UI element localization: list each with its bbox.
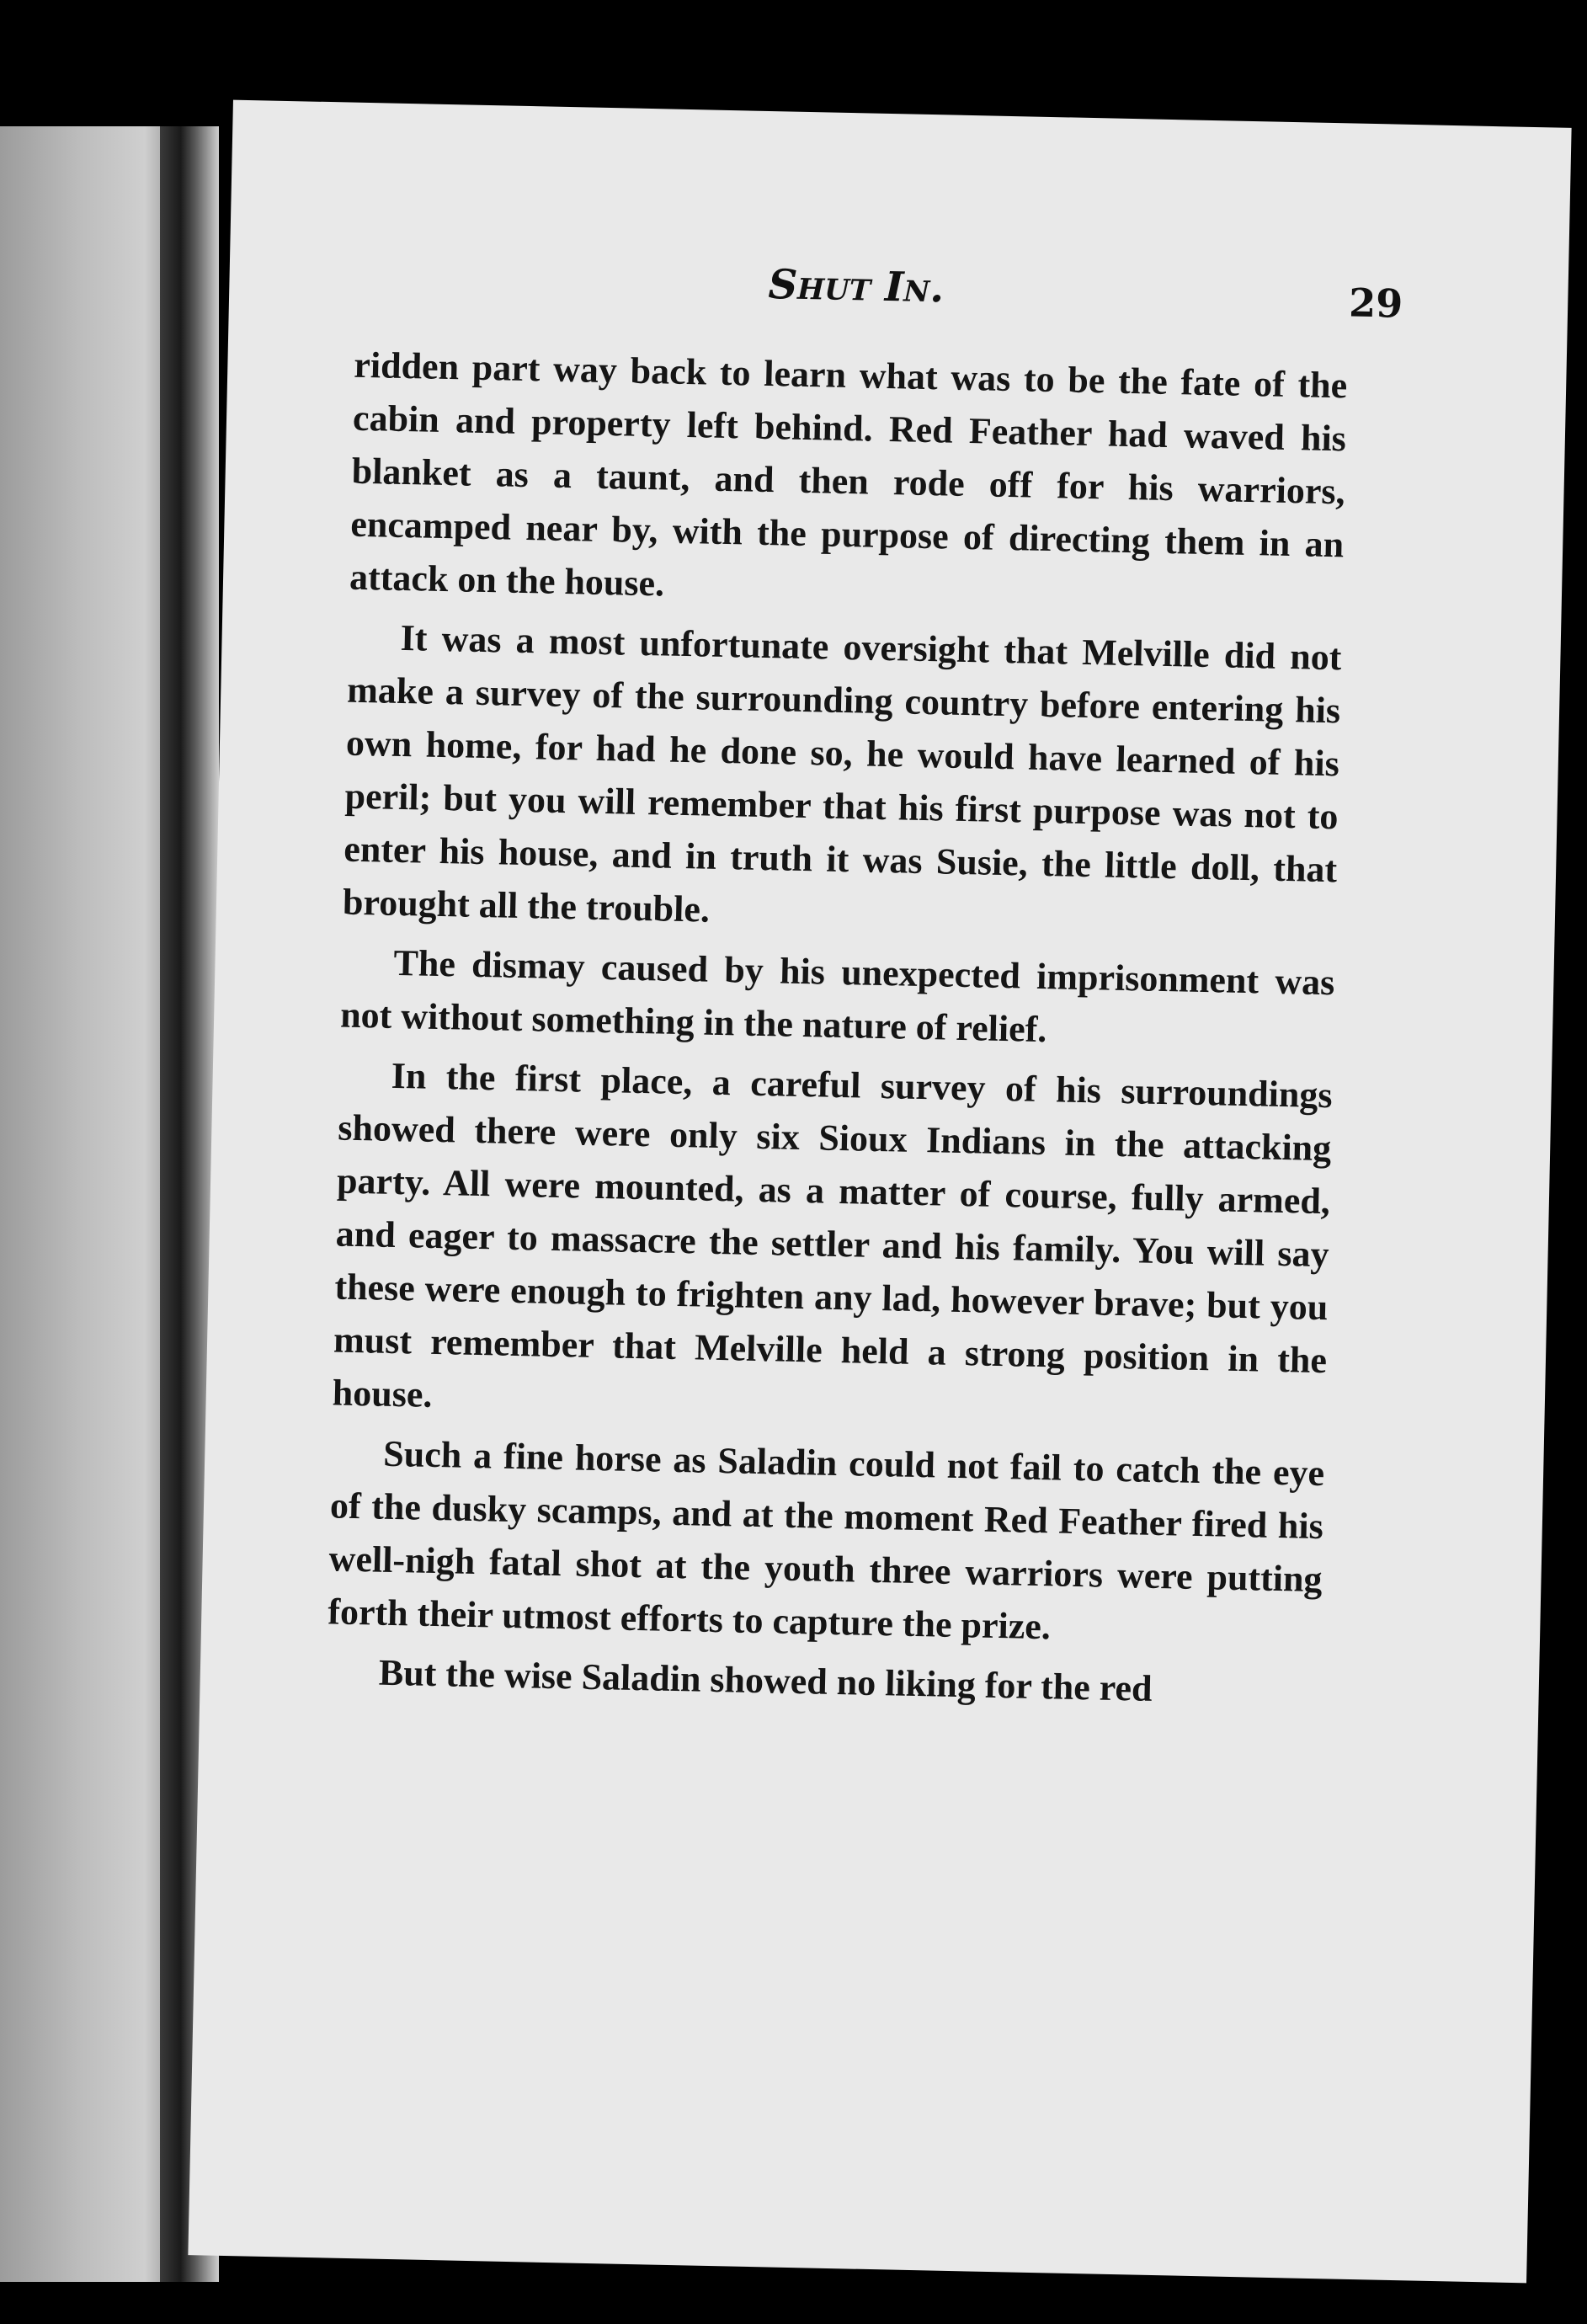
- paragraph: Such a fine horse as Saladin could not fail to catch the eye of the dusky scamps, and at the moment Red Feather fired his well-nigh fatal shot at the youth three warriors were putting forth their utmost efforts to capture the prize.: [327, 1432, 1325, 1648]
- paragraph: In the first place, a careful survey of his surroundings showed there were only six Sioux Indians in the attacking party. All were mounted, as a matter of course, fully armed, and eager to massacre the settler and his family. You will say these were enough to frighten any lad, however brave; but you must remember that Melville held a strong position in the house.: [332, 1054, 1334, 1415]
- paragraph: ridden part way back to learn what was to be the fate of the cabin and property left behind. Red Feather had waved his blanket as a taunt, and then rode off for his warriors, encamped near by, with the purpose of directing them in an attack on the house.: [349, 344, 1348, 605]
- facing-page-edge: [0, 126, 181, 2282]
- book-page: [188, 100, 1571, 2284]
- page-header: [229, 250, 1568, 345]
- paragraph: But the wise Saladin showed no liking for the red: [378, 1651, 1153, 1709]
- running-head: Shut In.: [767, 260, 945, 312]
- paragraph: It was a most unfortunate oversight that Melville did not make a survey of the surrounding country before entering his own home, for had he done so, he would have learned of his peril; but you will remember that his first purpose was not to enter his house, and in truth it was Susie, the little doll, that brought all the trouble.: [342, 616, 1342, 930]
- body-text: [326, 338, 1348, 1725]
- page-number: 29: [1348, 280, 1403, 327]
- paragraph: The dismay caused by his unexpected imprisonment was not without something in the nature of relief.: [339, 941, 1335, 1051]
